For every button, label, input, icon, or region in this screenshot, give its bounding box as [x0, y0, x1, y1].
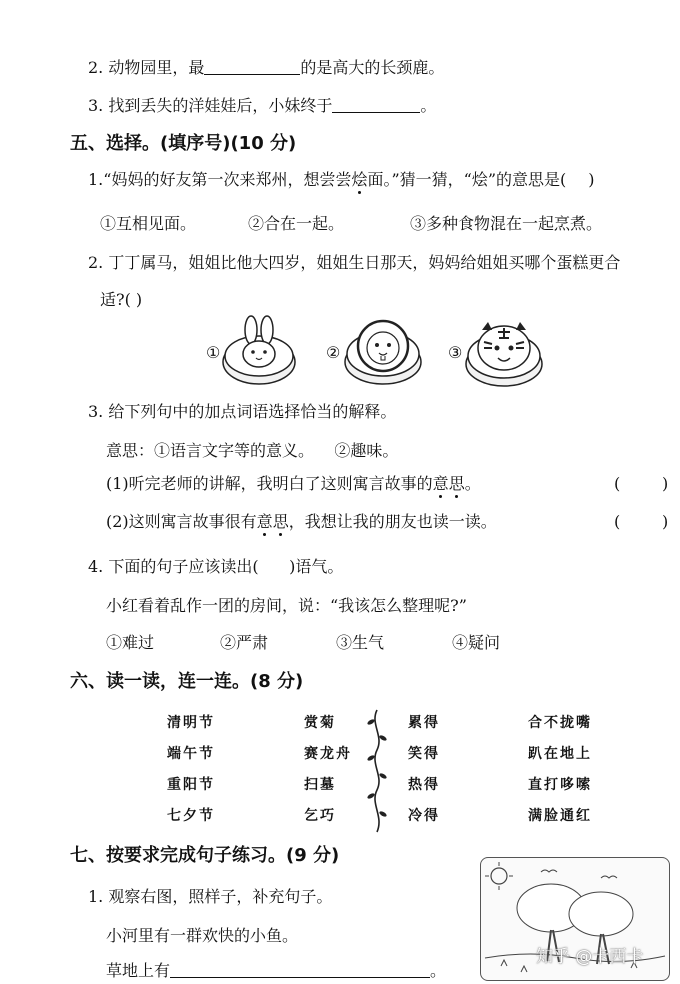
- s6-col1-item[interactable]: 端午节: [167, 746, 215, 762]
- s7-fill-end: 。: [430, 961, 447, 980]
- s5-q1-opt1: ①互相见面。: [100, 214, 197, 233]
- s5-q3-s1: [106, 474, 481, 494]
- s5-q3-s2-paren-close: ): [662, 512, 669, 531]
- s5-q4-opt2: ②严肃: [220, 633, 269, 652]
- s5-q1-text-c: ): [588, 170, 595, 189]
- s6-col1-item[interactable]: 重阳节: [167, 777, 215, 793]
- cake-2-label: ②: [326, 343, 341, 362]
- s4-q3-prefix: 3. 找到丢失的洋娃娃后，小妹终于: [88, 96, 333, 115]
- s5-q3-title: 3. 给下列句中的加点词语选择恰当的解释。: [88, 402, 397, 421]
- s5-q4-opt3: ③生气: [336, 633, 385, 652]
- s6-col2-item[interactable]: 乞巧: [304, 808, 336, 824]
- section6-title: 六、读一读，连一连。(8 分): [70, 671, 304, 692]
- s5-q2-line1: 2. 丁丁属马，姐姐比他大四岁，姐姐生日那天，妈妈给姐姐买哪个蛋糕更合: [88, 253, 621, 272]
- s4-q3-suffix: 。: [420, 96, 437, 115]
- s5-q2-line2: 适?( ): [100, 290, 143, 309]
- s5-q1-dotted: 烩: [351, 170, 368, 189]
- s5-q3-s2-dot2: 思: [272, 512, 289, 531]
- s5-q3-s1-dot2: 思: [448, 474, 465, 493]
- s6-col2-item[interactable]: 扫墓: [304, 777, 336, 793]
- s6-col3-item[interactable]: 笑得: [408, 746, 440, 762]
- s5-q3-s1-paren-open[interactable]: (: [614, 474, 621, 493]
- s5-q4-opt4: ④疑问: [452, 633, 501, 652]
- s5-q3-s2-paren-open[interactable]: (: [614, 512, 621, 531]
- s5-q1-opt2: ②合在一起。: [248, 214, 345, 233]
- s5-q1: [88, 170, 595, 190]
- s5-q3-s1-a: (1)听完老师的讲解，我明白了这则寓言故事的: [106, 474, 433, 493]
- s4-q2: [88, 58, 444, 78]
- s5-q4-title: 4. 下面的句子应该读出( )语气。: [88, 557, 344, 576]
- s5-q3-s2-dot1: 意: [256, 512, 273, 531]
- watermark: 知乎 @卡西卡: [536, 947, 644, 967]
- s4-q2-blank[interactable]: [204, 58, 300, 75]
- s7-q1: 1. 观察右图，照样子，补充句子。: [88, 887, 333, 906]
- cake-1-label: ①: [206, 343, 221, 362]
- s6-col2-item[interactable]: 赏菊: [304, 715, 336, 731]
- s5-q1-opt3: ③多种食物混在一起烹煮。: [410, 214, 603, 233]
- s5-q4-sentence: 小红看着乱作一团的房间，说：“我该怎么整理呢?”: [106, 596, 467, 615]
- s6-col1-item[interactable]: 七夕节: [167, 808, 215, 824]
- s5-q3-s2-a: (2)这则寓言故事很有: [106, 512, 257, 531]
- s6-col3-item[interactable]: 冷得: [408, 808, 440, 824]
- s5-q1-text-b: 面。”猜一猜，“烩”的意思是(: [367, 170, 567, 189]
- s4-q3-blank[interactable]: [332, 96, 420, 113]
- cake-3-label: ③: [448, 343, 463, 362]
- s6-col3-item[interactable]: 累得: [408, 715, 440, 731]
- s4-q2-suffix: 的是高大的长颈鹿。: [300, 58, 445, 77]
- s7-fill-line: [106, 961, 446, 981]
- rabbit-cake-icon[interactable]: [221, 312, 297, 388]
- s7-fill-prefix: 草地上有: [106, 961, 171, 980]
- s7-example: 小河里有一群欢快的小鱼。: [106, 926, 299, 945]
- vine-divider-icon: [366, 708, 388, 836]
- s6-col4-item[interactable]: 合不拢嘴: [528, 715, 592, 731]
- s5-q1-text-a: 1.“妈妈的好友第一次来郑州，想尝尝: [88, 170, 352, 189]
- s5-q3-s1-paren-close: ): [662, 474, 669, 493]
- s5-q3-meaning: 意思：①语言文字等的意义。 ②趣味。: [106, 441, 399, 460]
- s4-q3: [88, 96, 436, 116]
- s6-col1-item[interactable]: 清明节: [167, 715, 215, 731]
- s6-col4-item[interactable]: 满脸通红: [528, 808, 592, 824]
- s5-q3-s2: [106, 512, 497, 532]
- s5-q3-s1-dot1: 意: [432, 474, 449, 493]
- lion-cake-icon[interactable]: [343, 312, 423, 388]
- s5-q3-s2-b: ，我想让我的朋友也读一读。: [288, 512, 497, 531]
- s6-col3-item[interactable]: 热得: [408, 777, 440, 793]
- s6-col4-item[interactable]: 趴在地上: [528, 746, 592, 762]
- s5-q3-s1-b: 。: [464, 474, 481, 493]
- s6-col4-item[interactable]: 直打哆嗦: [528, 777, 592, 793]
- s4-q2-prefix: 2. 动物园里，最: [88, 58, 205, 77]
- section5-title: 五、选择。(填序号)(10 分): [70, 133, 297, 154]
- section7-title: 七、按要求完成句子练习。(9 分): [70, 845, 340, 866]
- tiger-cake-icon[interactable]: [464, 312, 544, 388]
- s6-col2-item[interactable]: 赛龙舟: [304, 746, 352, 762]
- s7-fill-blank[interactable]: [170, 961, 430, 978]
- s5-q4-opt1: ①难过: [106, 633, 155, 652]
